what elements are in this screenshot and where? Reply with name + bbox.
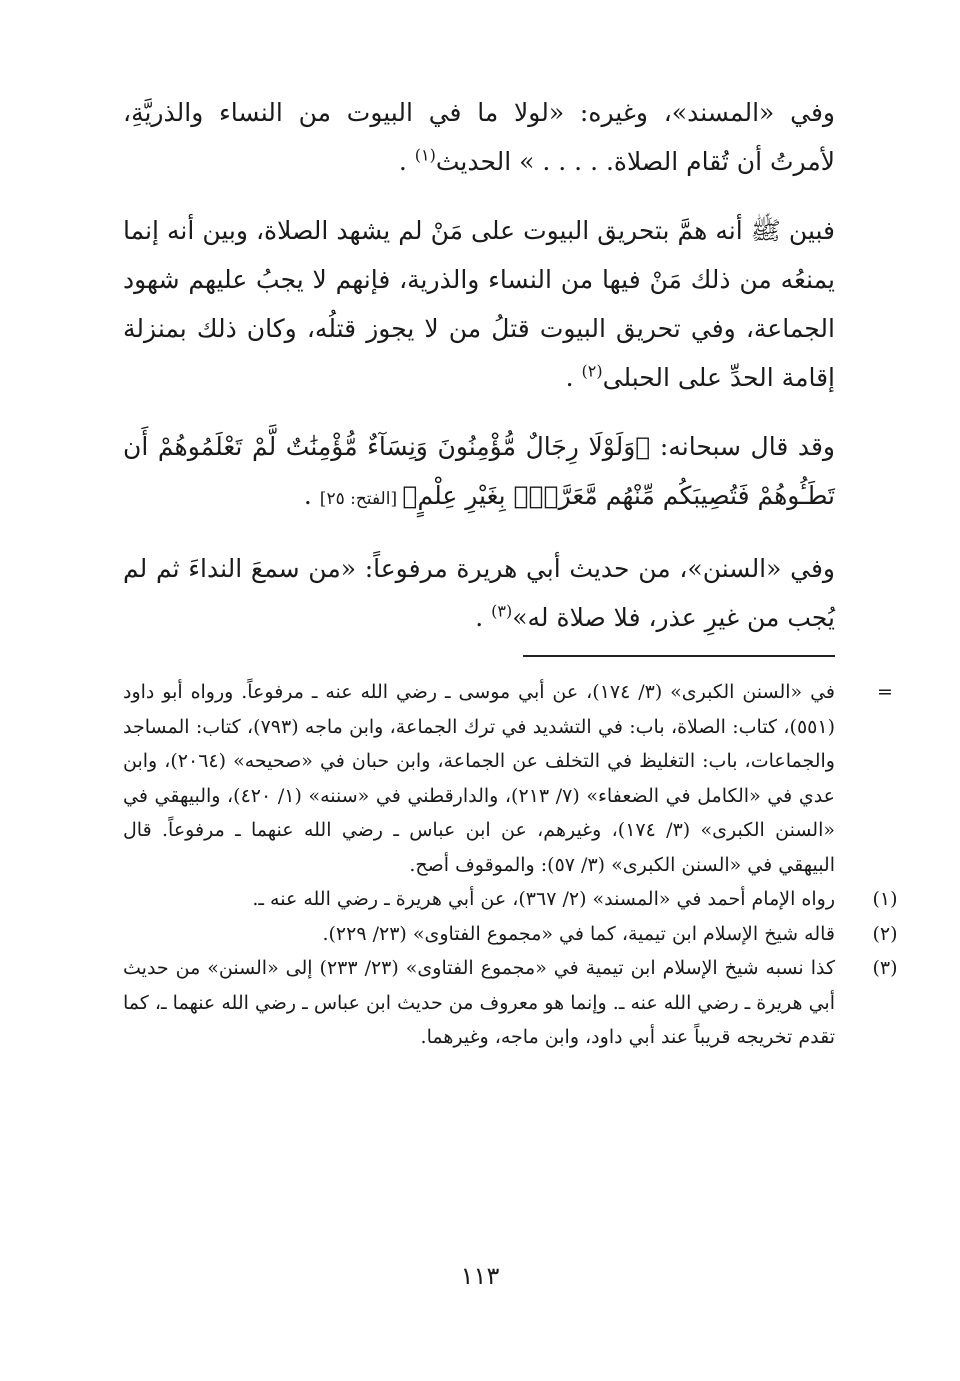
footnote-1: [123, 882, 898, 917]
footnote-reference: (٢): [581, 361, 603, 381]
footnote-reference: (١): [414, 145, 436, 165]
paragraph-tail: .: [303, 481, 320, 510]
footnote-marker: =: [877, 681, 893, 703]
footnote-marker: (٣): [872, 957, 898, 979]
footnote-marker: (١): [872, 888, 898, 910]
paragraph-text: وقد قال سبحانه:: [650, 432, 836, 461]
paragraph-tail: .: [398, 147, 415, 176]
paragraph-musnad: [123, 88, 835, 186]
footnote-text: كذا نسبه شيخ الإسلام ابن تيمية في «مجموع الفتاوى» (٢٣/ ٢٣٣) إلى «السنن» من حديث أبي هريرة ـ رضي الله عنه ـ. وإنما هو معروف من حديث ابن عباس ـ رضي الله عنهما ـ، كما تقدم تخريجه قريباً عند أبي داود، وابن ماجه، وغيرهما.: [123, 957, 836, 1048]
paragraph-text: وفي «المسند»، وغيره: «لولا ما في البيوت من النساء والذريَّةِ، لأمرتُ أن تُقام الصلاة. . . . . » الحديث: [123, 98, 835, 176]
footnote-divider: [523, 655, 835, 657]
quran-verse: ﴿وَلَوْلَا رِجَالٌ مُّؤْمِنُونَ وَنِسَآءٌ مُّؤْمِنَٰتٌ لَّمْ تَعْلَمُوهُمْ أَن تَطَـُٔوهُمْ فَتُصِيبَكُم مِّنْهُم مَّعَرَّةٌۢ بِغَيْرِ عِلْمٍ﴾: [123, 432, 835, 510]
page-number: ١١٣: [460, 1262, 500, 1290]
paragraph-burning-houses: [123, 206, 835, 402]
paragraph-sunan: [123, 544, 835, 642]
paragraph-text: فبين ﷺ أنه همَّ بتحريق البيوت على مَنْ لم يشهد الصلاة، وبين أنه إنما يمنعُه من ذلك مَنْ فيها من النساء والذرية، فإنهم لا يجبُ عليهم شهود الجماعة، وفي تحريق البيوت قتلُ من لا يجوز قتلُه، وكان ذلك بمنزلة إقامة الحدِّ على الحبلى: [123, 216, 835, 392]
footnote-reference: (٣): [491, 601, 513, 621]
footnote-text: في «السنن الكبرى» (٣/ ١٧٤)، عن أبي موسى ـ رضي الله عنه ـ مرفوعاً. ورواه أبو داود (٥٥١)، كتاب: الصلاة، باب: في التشديد في ترك الجماعة، وابن ماجه (٧٩٣)، كتاب: المساجد والجماعات، باب: التغليظ في التخلف عن الجماعة، وابن حبان في «صحيحه» (٢٠٦٤)، وابن عدي في «الكامل في الضعفاء» (٧/ ٢١٣)، والدارقطني في «سننه» (١/ ٤٢٠)، والبيهقي في «السنن الكبرى» (٣/ ١٧٤)، وغيرهم، عن ابن عباس ـ رضي الله عنهما ـ مرفوعاً. قال البيهقي في «السنن الكبرى» (٣/ ٥٧): والموقوف أصح.: [123, 681, 836, 876]
verse-reference: [الفتح: ٢٥]: [319, 489, 403, 509]
footnote-2: [123, 917, 898, 952]
footnote-continued: [123, 675, 893, 882]
paragraph-text: وفي «السنن»، من حديث أبي هريرة مرفوعاً: «من سمعَ النداءَ ثم لم يُجب من غيرِ عذر، فلا صلاة له»: [123, 554, 835, 632]
paragraph-tail: .: [475, 603, 492, 632]
footnote-3: [123, 951, 898, 1055]
footnotes: [123, 675, 898, 1055]
paragraph-tail: .: [565, 363, 582, 392]
footnote-text: رواه الإمام أحمد في «المسند» (٢/ ٣٦٧)، عن أبي هريرة ـ رضي الله عنه ـ.: [252, 888, 835, 910]
main-text: [123, 88, 835, 662]
footnote-text: قاله شيخ الإسلام ابن تيمية، كما في «مجموع الفتاوى» (٢٣/ ٢٢٩).: [322, 922, 835, 945]
footnote-marker: (٢): [872, 922, 898, 945]
paragraph-quran-verse: [123, 422, 835, 524]
